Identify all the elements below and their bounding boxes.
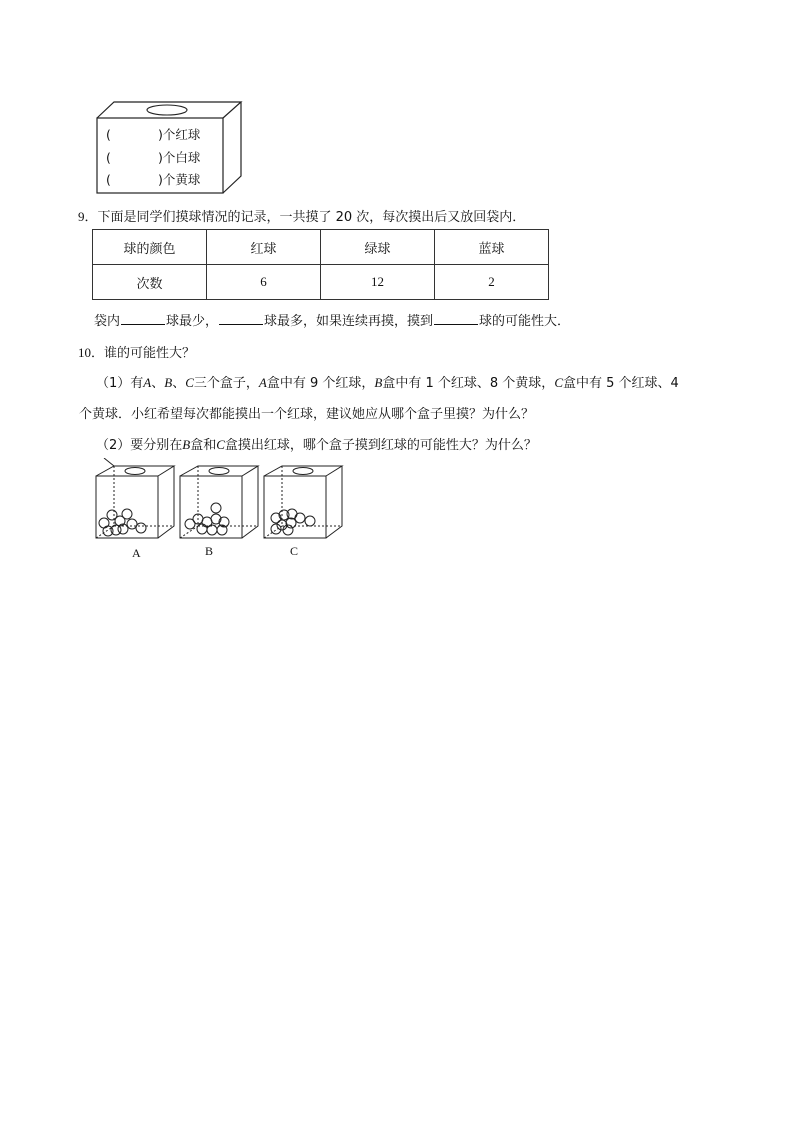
- table-row: [93, 230, 549, 265]
- q10-part1-line2: 个黄球．小红希望每次都能摸出一个红球，建议她应从哪个盒子里摸？为什么？: [79, 407, 535, 422]
- table-cell: 绿球: [321, 230, 435, 265]
- box-c: [264, 466, 342, 538]
- q10-part1-line1: （1）有A、B、C三个盒子，A盒中有 9 个红球，B盒中有 1 个红球、8 个黄球，C盒中有 5 个红球、4: [96, 375, 679, 391]
- box-line-white: ( )个白球: [106, 150, 201, 165]
- box-caption-b: B: [205, 544, 214, 558]
- answer-blank[interactable]: [219, 312, 263, 325]
- boxes-figure: [94, 458, 344, 568]
- slot-icon: [147, 105, 187, 115]
- table-cell: 红球: [207, 230, 321, 265]
- box-b: [180, 466, 258, 538]
- table-cell: 2: [435, 265, 549, 300]
- table-cell: 次数: [93, 265, 207, 300]
- box-caption-a: A: [132, 546, 141, 560]
- q9-text: 9．下面是同学们摸球情况的记录，一共摸了 20 次，每次摸出后又放回袋内．: [78, 209, 526, 225]
- slot-icon: [293, 468, 313, 475]
- q10-part2: （2）要分别在B盒和C盒摸出红球，哪个盒子摸到红球的可能性大？为什么？: [96, 437, 537, 453]
- table-cell: 12: [321, 265, 435, 300]
- box-line-yellow: ( )个黄球: [106, 172, 201, 187]
- table-cell: 球的颜色: [93, 230, 207, 265]
- slot-icon: [125, 468, 145, 475]
- q9-fill-line: 袋内 球最少， 球最多，如果连续再摸，摸到 球的可能性大．: [94, 314, 571, 329]
- box-line-red: ( )个红球: [106, 127, 201, 142]
- table-cell: 蓝球: [435, 230, 549, 265]
- answer-blank[interactable]: [121, 312, 165, 325]
- result-table: [92, 229, 549, 300]
- answer-blank[interactable]: [434, 312, 478, 325]
- q10-title: 10．谁的可能性大？: [78, 345, 196, 361]
- box-figure: [96, 100, 244, 195]
- box-caption-c: C: [290, 544, 299, 558]
- table-cell: 6: [207, 265, 321, 300]
- three-boxes-drawing: [94, 458, 344, 548]
- slot-icon: [209, 468, 229, 475]
- box-a: [96, 458, 174, 538]
- table-row: [93, 265, 549, 300]
